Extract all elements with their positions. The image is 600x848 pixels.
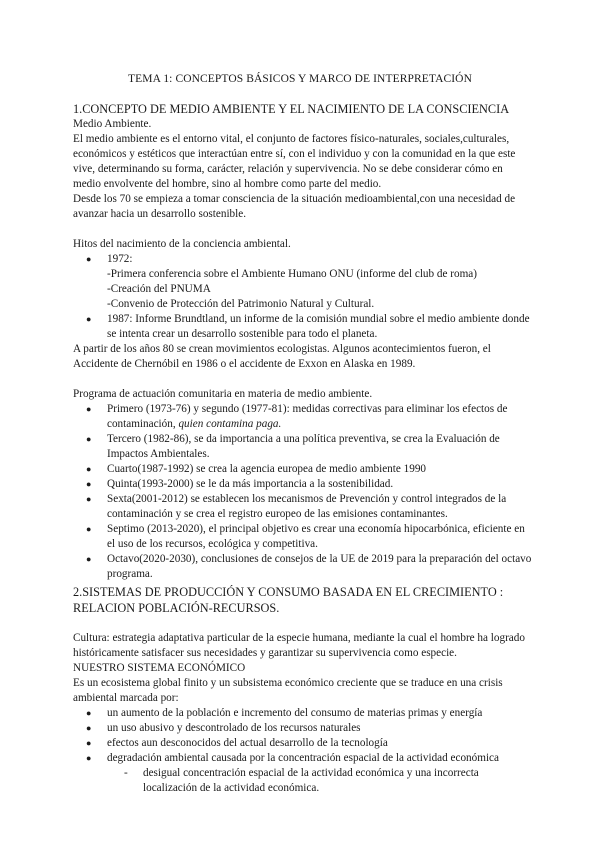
- paragraph-definition: El medio ambiente es el entorno vital, el conjunto de factores físico-naturales, sociales,culturales, económicos y estéticos que interactúan entre sí, con el individuo y con la comunidad en la que este vive, determinando su forma, carácter, relación y supervivencia. No se debe considerar cómo en medio envolvente del hombre, sino al hombre como parte del medio.: [73, 133, 516, 190]
- programa-1-text: Primero (1973-76) y segundo (1977-81): medidas correctivas para eliminar los efectos de contaminación,: [107, 403, 508, 430]
- hito-sub-3: -Convenio de Protección del Patrimonio Natural y Cultural.: [107, 298, 375, 310]
- subheading-medio-ambiente: Medio Ambiente.: [73, 118, 152, 130]
- crisis-sub-list: [73, 766, 533, 796]
- section-1-heading: 1.CONCEPTO DE MEDIO AMBIENTE Y EL NACIMIENTO DE LA CONSCIENCIA: [73, 102, 510, 116]
- list-item: ● Quinta(1993-2000) se le da más importancia a la sostenibilidad.: [73, 477, 533, 492]
- list-item: ● degradación ambiental causada por la concentración espacial de la actividad económica: [73, 751, 533, 766]
- section-1: [73, 101, 533, 582]
- hito-sub-2: -Creación del PNUMA: [107, 283, 211, 295]
- hito-sub-1: -Primera conferencia sobre el Ambiente Humano ONU (informe del club de roma): [107, 268, 477, 280]
- list-item: ● un uso abusivo y descontrolado de los recursos naturales: [73, 721, 533, 736]
- list-item: ● Sexta(2001-2012) se establecen los mecanismos de Prevención y control integrados de la contaminación y se crea el registro europeo de las emisiones contaminantes.: [73, 492, 533, 522]
- list-item: [73, 402, 533, 432]
- programas-list: [73, 402, 533, 582]
- hitos-list: [73, 252, 533, 342]
- paragraph-cultura: Cultura: estrategia adaptativa particular de la especie humana, mediante la cual el hombre ha logrado históricamente satisfacer sus necesidades y garantizar su supervivencia como especie.: [73, 632, 525, 659]
- hito-1972: 1972:: [107, 253, 133, 265]
- list-item: ● Septimo (2013-2020), el principal objetivo es crear una economía hipocarbónica, eficiente en el uso de los recursos, ecológica y competitiva.: [73, 522, 533, 552]
- list-item: - desigual concentración espacial de la actividad económica y una incorrecta localización de la actividad económica.: [143, 766, 533, 796]
- sistema-title: NUESTRO SISTEMA ECONÓMICO: [73, 662, 246, 674]
- section-2-heading: 2.SISTEMAS DE PRODUCCIÓN Y CONSUMO BASADA EN EL CRECIMIENTO : RELACION POBLACIÓN-RECURSOS.: [73, 585, 504, 615]
- list-item: ● 1987: Informe Brundtland, un informe de la comisión mundial sobre el medio ambiente donde se intenta crear un desarrollo sostenible para todo el planeta.: [73, 312, 533, 342]
- list-item: [73, 252, 533, 312]
- paragraph-movimientos: A partir de los años 80 se crean movimientos ecologistas. Algunos acontecimientos fueron, el Accidente de Chernóbil en 1986 o el accidente de Exxon en Alaska en 1989.: [73, 343, 491, 370]
- list-item: ● Cuarto(1987-1992) se crea la agencia europea de medio ambiente 1990: [73, 462, 533, 477]
- section-2: [73, 584, 533, 796]
- paragraph-desde-los-70: Desde los 70 se empieza a tomar consciencia de la situación medioambiental,con una necesidad de avanzar hacia un desarrollo sostenible.: [73, 193, 516, 220]
- programa-title: Programa de actuación comunitaria en materia de medio ambiente.: [73, 388, 373, 400]
- list-item: ● Octavo(2020-2030), conclusiones de consejos de la UE de 2019 para la preparación del octavo programa.: [73, 552, 533, 582]
- list-item: ● efectos aun desconocidos del actual desarrollo de la tecnología: [73, 736, 533, 751]
- list-item: ● Tercero (1982-86), se da importancia a una política preventiva, se crea la Evaluación de Impactos Ambientales.: [73, 432, 533, 462]
- programa-1-emphasis: quien contamina paga.: [178, 418, 282, 430]
- hitos-title: Hitos del nacimiento de la conciencia ambiental.: [73, 238, 291, 250]
- paragraph-sistema: Es un ecosistema global finito y un subsistema económico creciente que se traduce en una crisis ambiental marcada por:: [73, 677, 503, 704]
- list-item: ● un aumento de la población e incremento del consumo de materias primas y energía: [73, 706, 533, 721]
- crisis-list: [73, 706, 533, 766]
- page-title: TEMA 1: CONCEPTOS BÁSICOS Y MARCO DE INTERPRETACIÓN: [128, 73, 472, 85]
